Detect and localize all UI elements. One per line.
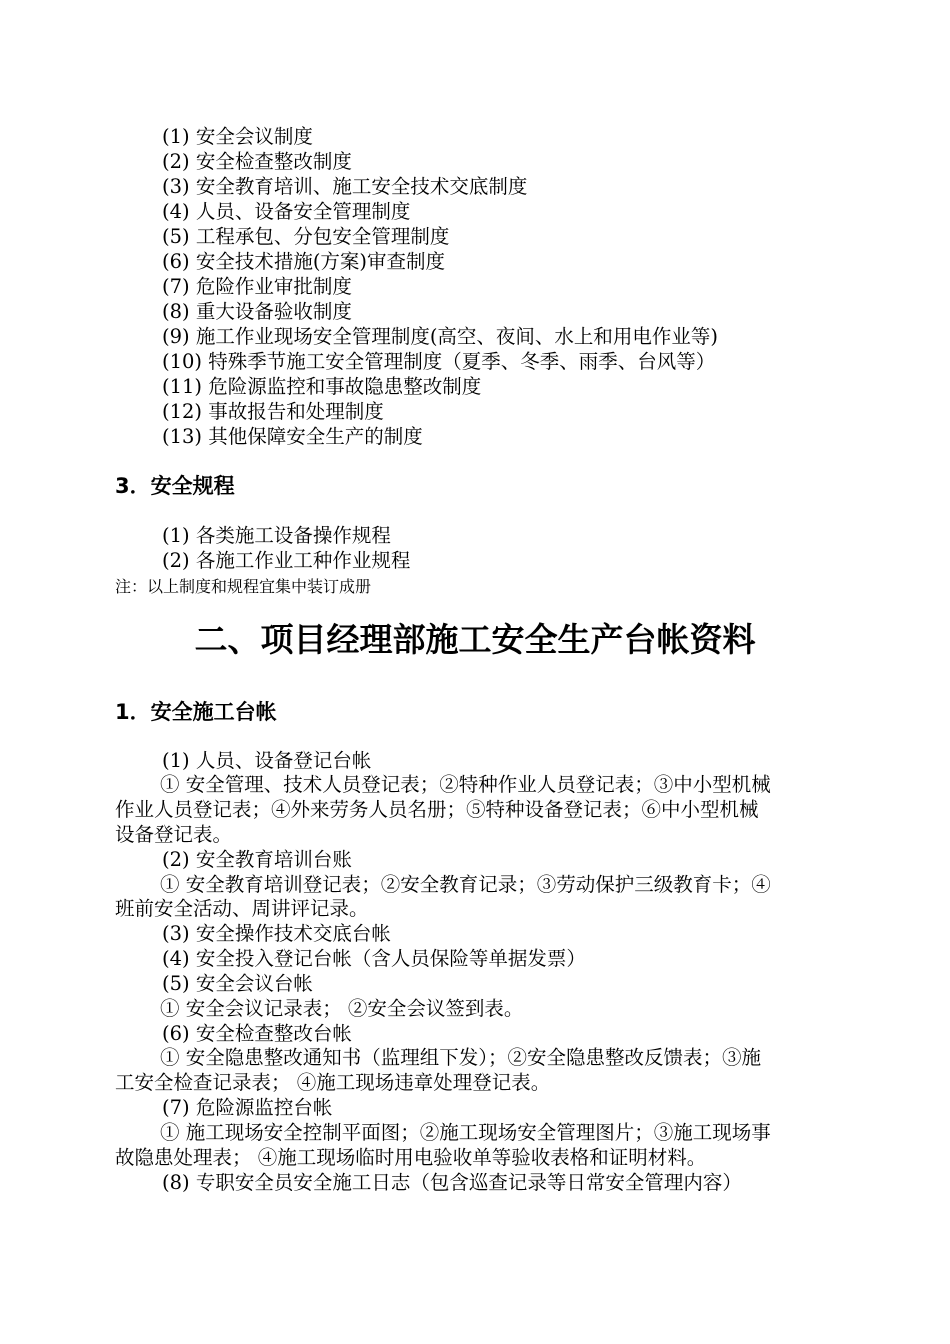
ledger-line-18: (8) 专职安全员安全施工日志（包含巡查记录等日常安全管理内容）	[162, 1171, 742, 1194]
system-item-1: (1) 安全会议制度	[162, 125, 313, 148]
section-1-heading: 1．安全施工台帐	[115, 700, 277, 724]
ledger-line-3: 作业人员登记表；④外来劳务人员名册；⑤特种设备登记表；⑥中小型机械	[115, 798, 759, 821]
ledger-line-8: (3) 安全操作技术交底台帐	[162, 922, 391, 945]
system-item-6: (6) 安全技术措施(方案)审查制度	[162, 250, 446, 273]
system-item-5: (5) 工程承包、分包安全管理制度	[162, 225, 450, 248]
ledger-line-10: (5) 安全会议台帐	[162, 972, 313, 995]
system-item-7: (7) 危险作业审批制度	[162, 275, 352, 298]
ledger-line-7: 班前安全活动、周讲评记录。	[115, 897, 369, 920]
section-3-heading: 3．安全规程	[115, 474, 235, 498]
ledger-line-9: (4) 安全投入登记台帐（含人员保险等单据发票）	[162, 947, 586, 970]
ledger-line-5: (2) 安全教育培训台账	[162, 848, 352, 871]
ledger-line-16: ① 施工现场安全控制平面图；②施工现场安全管理图片；③施工现场事	[160, 1121, 771, 1144]
ledger-line-6: ① 安全教育培训登记表；②安全教育记录；③劳动保护三级教育卡；④	[160, 873, 771, 896]
ledger-line-11: ① 安全会议记录表； ②安全会议签到表。	[160, 997, 524, 1020]
system-item-8: (8) 重大设备验收制度	[162, 300, 352, 323]
binding-note: 注：以上制度和规程宜集中装订成册	[115, 577, 372, 596]
ledger-line-17: 故隐患处理表； ④施工现场临时用电验收单等验收表格和证明材料。	[115, 1146, 707, 1169]
regulation-item-2: (2) 各施工作业工种作业规程	[162, 549, 411, 572]
ledger-line-2: ① 安全管理、技术人员登记表；②特种作业人员登记表；③中小型机械	[160, 773, 771, 796]
regulation-item-1: (1) 各类施工设备操作规程	[162, 524, 391, 547]
system-item-3: (3) 安全教育培训、施工安全技术交底制度	[162, 175, 528, 198]
system-item-11: (11) 危险源监控和事故隐患整改制度	[162, 375, 482, 398]
ledger-line-14: 工安全检查记录表； ④施工现场违章处理登记表。	[115, 1071, 551, 1094]
part-2-title: 二、项目经理部施工安全生产台帐资料	[194, 620, 756, 659]
ledger-line-13: ① 安全隐患整改通知书（监理组下发）；②安全隐患整改反馈表；③施	[160, 1046, 761, 1069]
ledger-line-4: 设备登记表。	[115, 823, 233, 846]
system-item-4: (4) 人员、设备安全管理制度	[162, 200, 411, 223]
ledger-line-1: (1) 人员、设备登记台帐	[162, 749, 372, 772]
system-item-13: (13) 其他保障安全生产的制度	[162, 425, 423, 448]
system-item-2: (2) 安全检查整改制度	[162, 150, 352, 173]
ledger-line-12: (6) 安全检查整改台帐	[162, 1022, 352, 1045]
ledger-line-15: (7) 危险源监控台帐	[162, 1096, 333, 1119]
system-item-10: (10) 特殊季节施工安全管理制度（夏季、冬季、雨季、台风等）	[162, 350, 716, 373]
system-item-12: (12) 事故报告和处理制度	[162, 400, 384, 423]
system-item-9: (9) 施工作业现场安全管理制度(高空、夜间、水上和用电作业等)	[162, 325, 719, 348]
